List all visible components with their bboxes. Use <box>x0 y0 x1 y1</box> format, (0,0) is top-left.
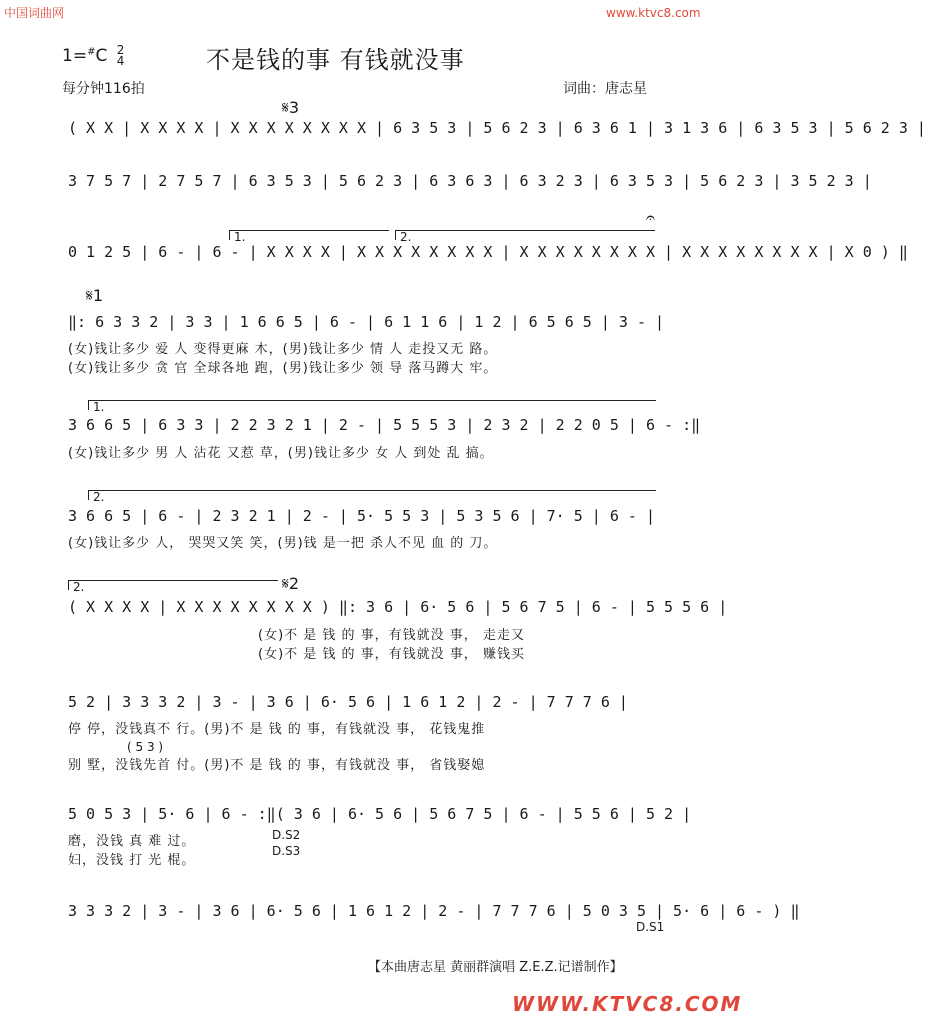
fermata-icon: 𝄐 <box>646 208 655 227</box>
volta-2b-bracket <box>88 490 656 491</box>
score-row-9: 5 0 5 3 | 5· 6 | 6 - :‖( 3 6 | 6· 5 6 | 5 6 7 5 | 6 - | 5 5 6 | 5 2 | <box>68 805 692 823</box>
volta-2c-edge <box>68 580 69 590</box>
lyric-row-4a: (女)钱让多少 爱 人 变得更麻 木，(男)钱让多少 情 人 走投又无 路。 <box>68 342 498 357</box>
score-row-1: ( X X | X X X X | X X X X X X X X | 6 3 5 3 | 5 6 2 3 | 6 3 6 1 | 3 1 3 6 | 6 3 5 3 | 5 6 2 3 | <box>68 119 926 137</box>
score-row-2: 3 7 5 7 | 2 7 5 7 | 6 3 5 3 | 5 6 2 3 | 6 3 6 3 | 6 3 2 3 | 6 3 5 3 | 5 6 2 3 | 3 5 2 3 | <box>68 172 872 190</box>
lyric-row-5a: (女)钱让多少 男 人 沾花 又惹 草，(男)钱让多少 女 人 到处 乱 搞。 <box>68 446 494 461</box>
volta-2c-label: 2. <box>73 580 85 594</box>
lyric-row-8a: 停 停，没钱真不 行。(男)不 是 钱 的 事，有钱就没 事， 花钱鬼推 <box>68 722 486 737</box>
ds3-mark: D.S3 <box>272 844 301 858</box>
volta-2-bracket <box>395 230 655 231</box>
key-sharp: # <box>87 46 96 58</box>
volta-1-label: 1. <box>234 230 246 244</box>
score-row-7: ( X X X X | X X X X X X X X ) ‖: 3 6 | 6· 5 6 | 5 6 7 5 | 6 - | 5 5 5 6 | <box>68 598 728 616</box>
lyric-row-6a: (女)钱让多少 人， 哭哭又笑 笑，(男)钱 是一把 杀人不见 血 的 刀。 <box>68 536 498 551</box>
lyric-row-4b: (女)钱让多少 贪 官 全球各地 跑，(男)钱让多少 领 导 落马蹲大 牢。 <box>68 361 498 376</box>
score-row-10: 3 3 3 2 | 3 - | 3 6 | 6· 5 6 | 1 6 1 2 | 2 - | 7 7 7 6 | 5 0 3 5 | 5· 6 | 6 - ) ‖ <box>68 902 800 920</box>
score-row-4: ‖: 6 3 3 2 | 3 3 | 1 6 6 5 | 6 - | 6 1 1 6 | 1 2 | 6 5 6 5 | 3 - | <box>68 313 665 331</box>
ds2-mark: D.S2 <box>272 828 301 842</box>
time-signature <box>117 45 125 67</box>
score-row-3: 0 1 2 5 | 6 - | 6 - | X X X X | X X X X X X X X | X X X X X X X X | X X X X X X X X | X 0 ) ‖ <box>68 243 908 261</box>
score-row-5: 3 6 6 5 | 6 3 3 | 2 2 3 2 1 | 2 - | 5 5 5 3 | 2 3 2 | 2 2 0 5 | 6 - :‖ <box>68 416 701 434</box>
segno-1: 𝄋1 <box>86 286 104 305</box>
ds1-mark: D.S1 <box>636 920 665 934</box>
segno-2: 𝄋2 <box>282 574 300 593</box>
footer-credit: 【本曲唐志星 黄丽群演唱 Z.E.Z.记谱制作】 <box>368 960 623 975</box>
watermark-bottom: WWW.KTVC8.COM <box>512 992 743 1016</box>
tempo: 每分钟116拍 <box>62 81 145 97</box>
watermark-left: 中国词曲网 <box>4 6 65 20</box>
volta-2-label: 2. <box>400 230 412 244</box>
watermark-right: www.ktvc8.com <box>606 6 701 20</box>
lyric-row-9a: 磨，没钱 真 难 过。 <box>68 834 196 849</box>
volta-1b-bracket <box>88 400 656 401</box>
segno-3: 𝄋3 <box>282 98 300 117</box>
volta-2-edge <box>395 230 396 240</box>
lyric-row-9b: 妇，没钱 打 光 棍。 <box>68 853 196 868</box>
key-signature <box>62 45 124 67</box>
volta-1-edge <box>229 230 230 240</box>
volta-1b-label: 1. <box>93 400 105 414</box>
score-row-8: 5 2 | 3 3 3 2 | 3 - | 3 6 | 6· 5 6 | 1 6 1 2 | 2 - | 7 7 7 6 | <box>68 693 628 711</box>
lyric-variant-note: ( 5 3 ) <box>127 740 164 754</box>
page-title: 不是钱的事 有钱就没事 <box>206 46 465 74</box>
key-note: C <box>95 46 108 66</box>
volta-2c-bracket <box>68 580 278 581</box>
lyric-row-7a: (女)不 是 钱 的 事，有钱就没 事， 走走又 <box>258 628 525 643</box>
lyric-row-7b: (女)不 是 钱 的 事，有钱就没 事， 赚钱买 <box>258 647 525 662</box>
volta-2b-edge <box>88 490 89 500</box>
time-bottom: 4 <box>116 54 125 68</box>
lyric-row-8b: 别 墅，没钱先首 付。(男)不 是 钱 的 事，有钱就没 事， 省钱娶媳 <box>68 758 486 773</box>
volta-1b-edge <box>88 400 89 410</box>
key-prefix: 1= <box>62 46 88 66</box>
volta-1-bracket <box>229 230 389 231</box>
time-top: 2 <box>116 43 125 57</box>
score-row-6: 3 6 6 5 | 6 - | 2 3 2 1 | 2 - | 5· 5 5 3 | 5 3 5 6 | 7· 5 | 6 - | <box>68 507 655 525</box>
credit: 词曲：唐志星 <box>563 81 647 97</box>
volta-2b-label: 2. <box>93 490 105 504</box>
